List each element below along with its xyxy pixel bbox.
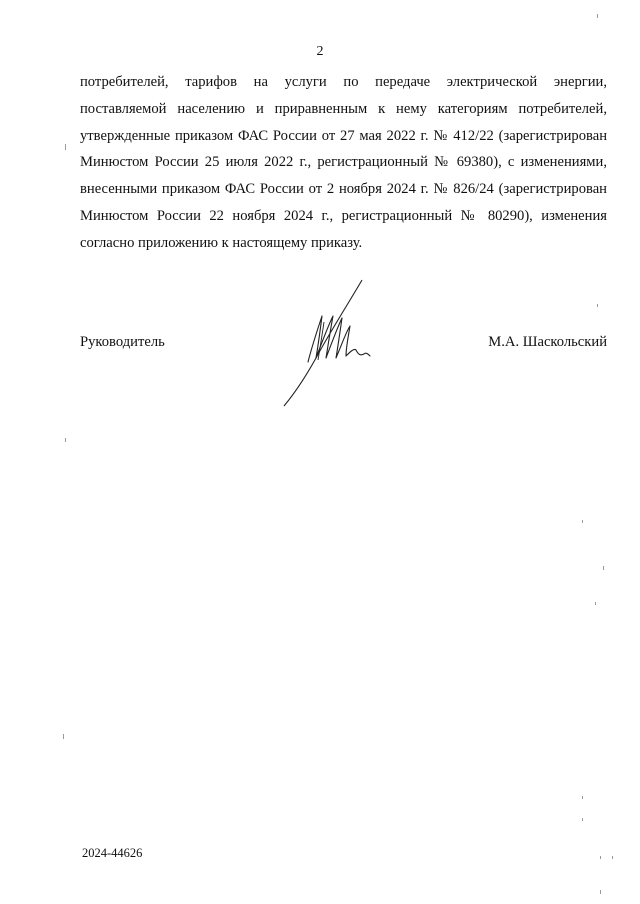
body-line-1: потребителей, тарифов на услуги по передаче электрической энергии, <box>80 74 607 90</box>
page-number: 2 <box>316 44 324 59</box>
body-line-3: утвержденные приказом ФАС России от 27 мая 2022 г. № 412/22 (зарегистрирован <box>80 127 607 144</box>
body-line-2: поставляемой населению и приравненным к нему категориям потребителей, <box>80 100 607 117</box>
handwritten-signature <box>278 276 378 410</box>
document-code: 2024-44626 <box>82 846 143 860</box>
signatory-title: Руководитель <box>80 334 165 350</box>
signatory-name: М.А. Шаскольский <box>488 334 607 350</box>
body-line-5: внесенными приказом ФАС России от 2 ноября 2024 г. № 826/24 (зарегистрирован <box>80 181 607 198</box>
body-line-6: Минюстом России 22 ноября 2024 г., регистрационный № 80290), изменения <box>80 207 607 224</box>
body-line-7: согласно приложению к настоящему приказу. <box>80 234 363 251</box>
order-body-text <box>80 69 607 257</box>
body-line-4: Минюстом России 25 июля 2022 г., регистрационный № 69380), с изменениями, <box>80 154 607 171</box>
